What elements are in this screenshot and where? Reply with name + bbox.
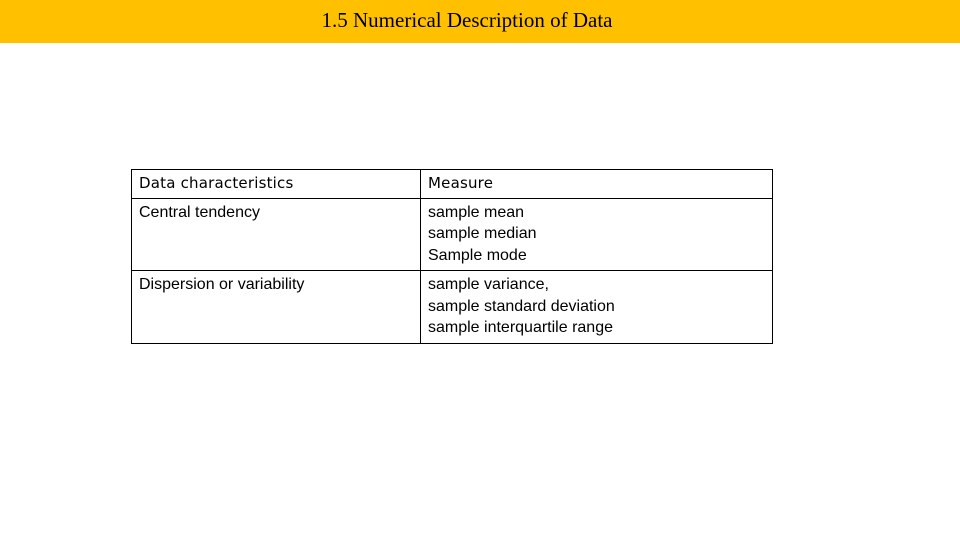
characteristic-cell: Dispersion or variability [132, 271, 421, 344]
header-measure: Measure [421, 170, 773, 199]
measure-item: Sample mode [428, 246, 527, 264]
measure-item: sample variance, [428, 276, 549, 293]
measures-cell [421, 198, 773, 271]
measure-item: sample median [428, 225, 537, 242]
title-bar [0, 0, 960, 43]
measure-item: sample mean [428, 203, 525, 221]
measure-item: sample standard deviation [428, 297, 615, 315]
table-row [132, 271, 773, 344]
measures-cell [421, 271, 773, 344]
header-data-characteristics: Data characteristics [132, 170, 421, 199]
slide-title: 1.5 Numerical Description of Data [321, 8, 613, 32]
table-header-row [132, 170, 773, 199]
measures-table [131, 169, 773, 344]
measure-item: sample interquartile range [428, 319, 613, 336]
characteristic-cell: Central tendency [132, 198, 421, 271]
table-row [132, 198, 773, 271]
